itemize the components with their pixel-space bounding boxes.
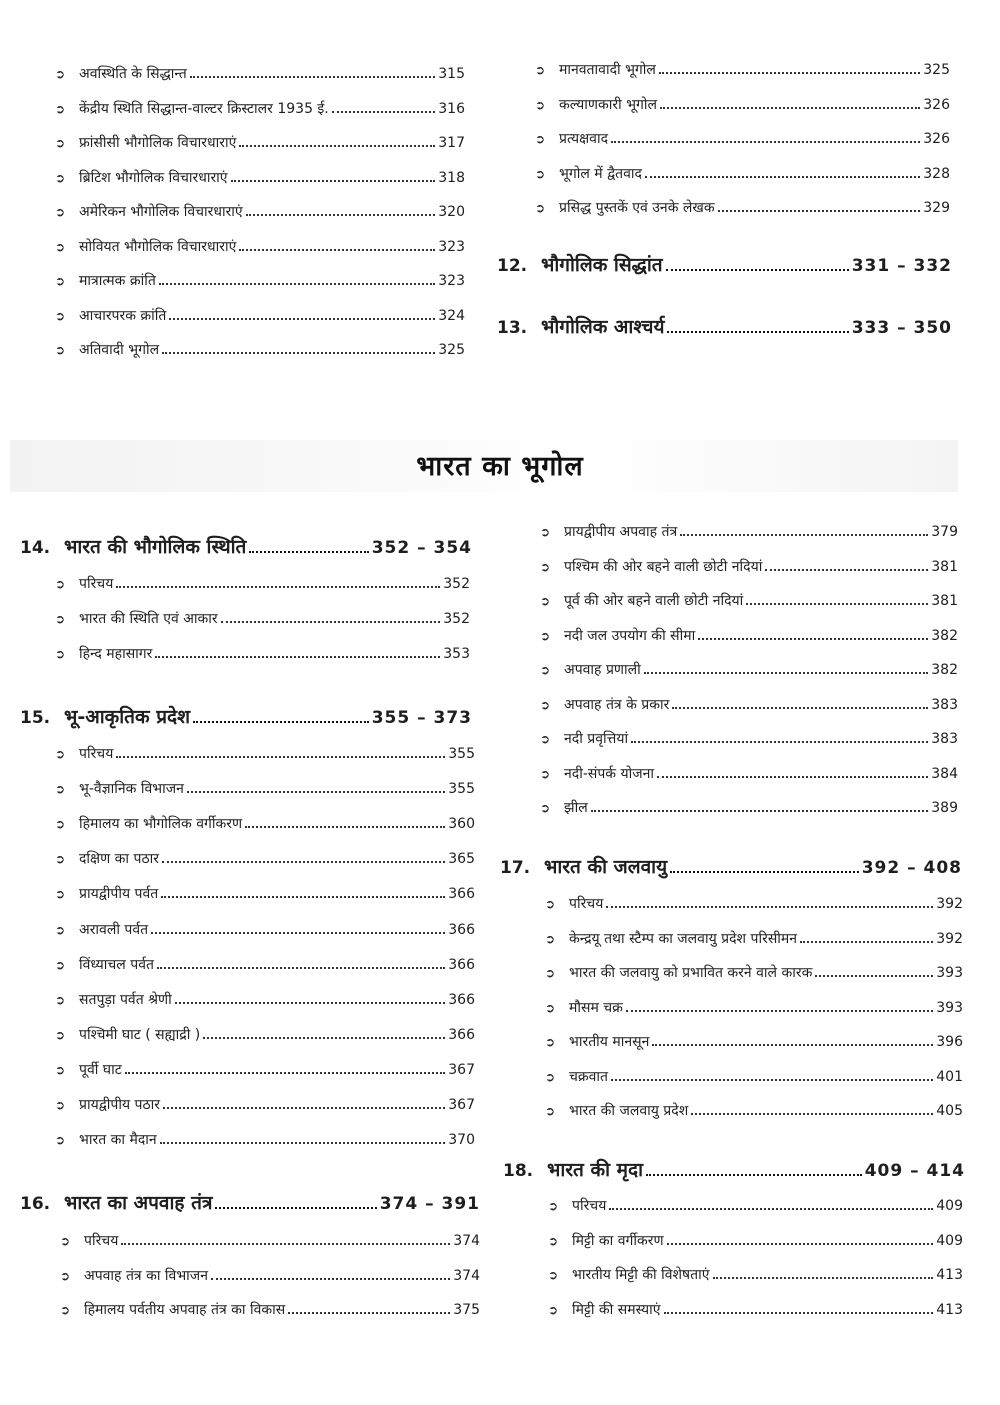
chapter-number: 15.	[20, 708, 51, 728]
dot-leader	[203, 1036, 445, 1039]
arrow-bullet-icon: ➲	[55, 67, 66, 81]
arrow-bullet-icon: ➲	[55, 1062, 66, 1077]
entry-title: भारत की स्थिति एवं आकार	[79, 611, 218, 627]
entry-title: हिमालय पर्वतीय अपवाह तंत्र का विकास	[84, 1302, 286, 1318]
entry-title: मिट्टी की समस्याएं	[572, 1301, 661, 1318]
arrow-bullet-icon: ➲	[540, 559, 551, 574]
toc-entry	[535, 129, 950, 149]
chapter-number: 18.	[503, 1161, 534, 1181]
chapter-title: भारत की जलवायु	[544, 856, 668, 878]
entry-title: परिचय	[572, 1198, 607, 1214]
toc-entry	[55, 744, 475, 764]
arrow-bullet-icon: ➲	[545, 1069, 556, 1084]
dot-leader	[163, 1106, 445, 1109]
chapter-title: भू-आकृतिक प्रदेश	[64, 706, 191, 728]
toc-entry	[55, 99, 465, 119]
toc-entry	[545, 929, 963, 949]
dot-leader	[626, 1009, 933, 1012]
dot-leader	[162, 351, 435, 354]
entry-title: सोवियत भौगोलिक विचारधाराएं	[79, 238, 237, 255]
entry-page: 365	[448, 851, 475, 868]
entry-title: दक्षिण का पठार	[79, 851, 159, 868]
arrow-bullet-icon: ➲	[55, 1133, 66, 1148]
entry-page: 389	[931, 800, 958, 816]
entry-page: 375	[453, 1302, 480, 1318]
toc-entry	[55, 814, 475, 834]
entry-page: 324	[438, 307, 465, 324]
dot-leader	[672, 706, 928, 709]
toc-entry	[55, 644, 470, 664]
entry-title: मात्रात्मक क्रांति	[79, 273, 156, 289]
entry-page: 326	[923, 96, 950, 113]
arrow-bullet-icon: ➲	[55, 612, 66, 626]
dot-leader	[765, 568, 928, 571]
entry-title: विंध्याचल पर्वत	[79, 956, 154, 973]
toc-entry	[540, 660, 958, 680]
dot-leader	[800, 940, 933, 943]
dot-leader	[657, 775, 928, 778]
entry-page: 392	[936, 930, 963, 947]
arrow-bullet-icon: ➲	[60, 1303, 71, 1317]
toc-entry	[55, 609, 470, 629]
toc-entry	[540, 557, 958, 577]
toc-entry	[540, 522, 958, 542]
arrow-bullet-icon: ➲	[55, 817, 66, 832]
entry-page: 366	[448, 991, 475, 1008]
entry-title: प्रसिद्ध पुस्तकें एवं उनके लेखक	[559, 200, 715, 216]
chapter-number: 12.	[497, 256, 528, 276]
dot-leader	[631, 740, 928, 743]
toc-entry	[55, 574, 470, 594]
entry-page: 352	[443, 576, 470, 592]
chapter-heading	[20, 1190, 480, 1217]
dot-leader	[187, 790, 445, 793]
entry-title: भू-वैज्ञानिक विभाजन	[79, 781, 184, 798]
chapter-pages: 374 – 391	[379, 1194, 480, 1214]
entry-page: 360	[448, 816, 475, 833]
entry-page: 329	[923, 200, 950, 216]
entry-page: 323	[438, 273, 465, 289]
arrow-bullet-icon: ➲	[55, 852, 66, 867]
dot-leader	[121, 1242, 450, 1245]
dot-leader	[666, 268, 849, 271]
arrow-bullet-icon: ➲	[55, 577, 66, 591]
entry-page: 382	[931, 627, 958, 644]
entry-title: प्रत्यक्षवाद	[559, 131, 609, 147]
entry-title: अपवाह प्रणाली	[564, 662, 641, 678]
arrow-bullet-icon: ➲	[55, 1098, 66, 1112]
dot-leader	[239, 248, 435, 251]
toc-entry	[540, 764, 958, 784]
arrow-bullet-icon: ➲	[540, 663, 551, 677]
chapter-heading	[497, 252, 952, 279]
arrow-bullet-icon: ➲	[55, 136, 66, 150]
chapter-pages: 352 – 354	[371, 538, 472, 558]
dot-leader	[151, 931, 445, 934]
dot-leader	[611, 1078, 933, 1081]
entry-title: भारत की जलवायु को प्रभावित करने वाले कारक	[569, 965, 813, 981]
toc-entry	[55, 64, 465, 84]
arrow-bullet-icon: ➲	[55, 308, 66, 323]
dot-leader	[215, 1206, 376, 1209]
toc-entry	[55, 1130, 475, 1150]
entry-title: पश्चिम की ओर बहने वाली छोटी नदियां	[564, 558, 763, 575]
toc-entry	[55, 1095, 475, 1115]
dot-leader	[239, 144, 435, 147]
arrow-bullet-icon: ➲	[55, 957, 66, 972]
dot-leader	[718, 209, 921, 212]
toc-entry	[55, 955, 475, 975]
arrow-bullet-icon: ➲	[535, 201, 546, 215]
toc-entry	[545, 1101, 963, 1121]
chapter-pages: 333 – 350	[851, 318, 952, 338]
toc-entry	[535, 95, 950, 115]
entry-title: परिचय	[84, 1233, 119, 1249]
chapter-heading	[20, 534, 472, 561]
entry-page: 374	[453, 1233, 480, 1249]
arrow-bullet-icon: ➲	[540, 628, 551, 643]
entry-title: परिचय	[569, 896, 604, 912]
entry-page: 355	[448, 781, 475, 798]
entry-page: 396	[936, 1034, 963, 1050]
chapter-title: भारत की मृदा	[547, 1159, 643, 1181]
entry-page: 401	[936, 1068, 963, 1085]
chapter-number: 13.	[497, 318, 528, 338]
entry-page: 320	[438, 204, 465, 220]
entry-page: 315	[438, 66, 465, 82]
entry-page: 326	[923, 131, 950, 147]
dot-leader	[660, 106, 920, 109]
entry-title: फ्रांसीसी भौगोलिक विचारधाराएं	[79, 135, 237, 151]
chapter-number: 17.	[500, 858, 531, 878]
chapter-heading	[500, 854, 962, 881]
toc-entry	[548, 1231, 963, 1251]
chapter-title: भारत का अपवाह तंत्र	[64, 1192, 213, 1214]
dot-leader	[667, 330, 848, 333]
arrow-bullet-icon: ➲	[55, 1027, 66, 1042]
arrow-bullet-icon: ➲	[540, 732, 551, 746]
chapter-heading	[497, 314, 952, 341]
entry-title: कल्याणकारी भूगोल	[559, 96, 658, 113]
toc-entry	[535, 198, 950, 218]
entry-page: 381	[931, 558, 958, 575]
dot-leader	[713, 1276, 934, 1279]
arrow-bullet-icon: ➲	[548, 1268, 559, 1282]
dot-leader	[245, 825, 445, 828]
toc-entry	[55, 168, 465, 188]
arrow-bullet-icon: ➲	[548, 1302, 559, 1317]
toc-entry	[55, 340, 465, 360]
toc-entry	[55, 920, 475, 940]
dot-leader	[249, 550, 368, 553]
entry-page: 383	[931, 696, 958, 713]
entry-page: 393	[936, 999, 963, 1016]
entry-title: झील	[564, 800, 588, 816]
arrow-bullet-icon: ➲	[548, 1233, 559, 1248]
toc-entry	[540, 729, 958, 749]
toc-entry	[540, 591, 958, 611]
chapter-heading	[503, 1157, 965, 1184]
entry-title: केंद्रीय स्थिति सिद्धान्त-वाल्टर क्रिस्टालर 1935 ई.	[79, 100, 329, 117]
toc-entry	[55, 202, 465, 222]
arrow-bullet-icon: ➲	[535, 132, 546, 146]
toc-entry	[540, 695, 958, 715]
entry-title: केन्द्रयू तथा स्टैम्प का जलवायु प्रदेश परिसीमन	[569, 930, 798, 947]
entry-title: भारत का मैदान	[79, 1132, 157, 1149]
entry-page: 393	[936, 965, 963, 981]
dot-leader	[162, 860, 445, 863]
arrow-bullet-icon: ➲	[55, 922, 66, 937]
toc-entry	[55, 237, 465, 257]
entry-page: 374	[453, 1267, 480, 1284]
toc-entry	[545, 963, 963, 983]
entry-page: 367	[448, 1061, 475, 1078]
arrow-bullet-icon: ➲	[540, 801, 551, 815]
dot-leader	[815, 974, 933, 977]
toc-entry	[60, 1231, 480, 1251]
entry-title: मौसम चक्र	[569, 999, 623, 1016]
arrow-bullet-icon: ➲	[55, 747, 66, 761]
dot-leader	[659, 71, 920, 74]
dot-leader	[611, 140, 920, 143]
entry-page: 382	[931, 662, 958, 678]
toc-entry	[60, 1300, 480, 1320]
toc-entry	[545, 998, 963, 1018]
arrow-bullet-icon: ➲	[540, 766, 551, 781]
arrow-bullet-icon: ➲	[545, 966, 556, 980]
entry-page: 413	[936, 1301, 963, 1318]
dot-leader	[221, 620, 441, 623]
arrow-bullet-icon: ➲	[55, 782, 66, 797]
arrow-bullet-icon: ➲	[545, 1000, 556, 1015]
entry-title: भारतीय मानसून	[569, 1034, 650, 1050]
toc-entry	[55, 133, 465, 153]
dot-leader	[652, 1043, 933, 1046]
entry-title: परिचय	[79, 576, 114, 592]
dot-leader	[169, 317, 435, 320]
entry-page: 367	[448, 1097, 475, 1113]
entry-title: हिन्द महासागर	[79, 646, 153, 662]
entry-page: 409	[936, 1232, 963, 1249]
entry-title: प्रायद्वीपीय पर्वत	[79, 886, 159, 903]
dot-leader	[246, 213, 436, 216]
entry-title: अवस्थिति के सिद्धान्त	[79, 66, 187, 82]
entry-title: हिमालय का भौगोलिक वर्गीकरण	[79, 816, 243, 833]
arrow-bullet-icon: ➲	[545, 931, 556, 946]
entry-title: प्रायद्वीपीय अपवाह तंत्र	[564, 524, 678, 540]
entry-title: अतिवादी भूगोल	[79, 342, 160, 358]
entry-title: अपवाह तंत्र के प्रकार	[564, 696, 670, 713]
entry-page: 325	[923, 62, 950, 78]
entry-page: 366	[448, 956, 475, 973]
chapter-pages: 409 – 414	[864, 1161, 965, 1181]
arrow-bullet-icon: ➲	[548, 1199, 559, 1213]
arrow-bullet-icon: ➲	[60, 1268, 71, 1283]
entry-page: 413	[936, 1267, 963, 1283]
dot-leader	[211, 1277, 450, 1280]
entry-page: 328	[923, 165, 950, 182]
entry-page: 317	[438, 135, 465, 151]
toc-entry	[548, 1265, 963, 1285]
arrow-bullet-icon: ➲	[55, 647, 66, 661]
arrow-bullet-icon: ➲	[55, 274, 66, 288]
entry-page: 405	[936, 1103, 963, 1119]
entry-page: 366	[448, 886, 475, 903]
entry-title: पूर्व की ओर बहने वाली छोटी नदियां	[564, 593, 744, 609]
entry-page: 316	[438, 100, 465, 117]
entry-title: परिचय	[79, 746, 114, 762]
chapter-title: भौगोलिक आश्चर्य	[541, 316, 665, 338]
toc-entry	[545, 894, 963, 914]
entry-title: मानवतावादी भूगोल	[559, 62, 656, 78]
dot-leader	[231, 179, 436, 182]
entry-title: आचारपरक क्रांति	[79, 307, 167, 324]
chapter-number: 16.	[20, 1194, 51, 1214]
dot-leader	[175, 1001, 445, 1004]
entry-title: भारतीय मिट्टी की विशेषताएं	[572, 1267, 710, 1283]
arrow-bullet-icon: ➲	[55, 887, 66, 902]
toc-entry	[535, 60, 950, 80]
dot-leader	[667, 1242, 934, 1245]
entry-page: 352	[443, 611, 470, 627]
dot-leader	[190, 75, 436, 78]
dot-leader	[609, 1207, 933, 1210]
arrow-bullet-icon: ➲	[55, 170, 66, 185]
entry-title: ब्रिटिश भौगोलिक विचारधाराएं	[79, 169, 228, 186]
entry-page: 384	[931, 765, 958, 782]
dot-leader	[157, 966, 445, 969]
entry-page: 370	[448, 1132, 475, 1149]
dot-leader	[698, 637, 928, 640]
dot-leader	[646, 1173, 862, 1176]
arrow-bullet-icon: ➲	[60, 1234, 71, 1248]
dot-leader	[680, 533, 928, 536]
toc-entry	[55, 1025, 475, 1045]
entry-title: भूगोल में द्वैतवाद	[559, 165, 642, 182]
arrow-bullet-icon: ➲	[535, 63, 546, 77]
toc-entry	[60, 1266, 480, 1286]
dot-leader	[161, 895, 445, 898]
dot-leader	[159, 282, 435, 285]
entry-title: चक्रवात	[569, 1068, 609, 1085]
toc-entry	[55, 990, 475, 1010]
dot-leader	[116, 585, 440, 588]
entry-title: मिट्टी का वर्गीकरण	[572, 1232, 664, 1249]
entry-page: 325	[438, 342, 465, 358]
entry-title: अपवाह तंत्र का विभाजन	[84, 1267, 208, 1284]
dot-leader	[193, 720, 369, 723]
toc-entry	[55, 849, 475, 869]
arrow-bullet-icon: ➲	[545, 897, 556, 911]
toc-entry	[545, 1032, 963, 1052]
section-title: भारत का भूगोल	[416, 451, 584, 482]
entry-title: सतपुड़ा पर्वत श्रेणी	[79, 991, 172, 1008]
dot-leader	[591, 809, 929, 812]
arrow-bullet-icon: ➲	[55, 239, 66, 254]
dot-leader	[746, 602, 928, 605]
arrow-bullet-icon: ➲	[540, 525, 551, 539]
chapter-number: 14.	[20, 538, 51, 558]
entry-page: 383	[931, 731, 958, 747]
chapter-pages: 331 – 332	[851, 256, 952, 276]
entry-title: पूर्वी घाट	[79, 1061, 122, 1078]
entry-page: 366	[448, 921, 475, 938]
entry-title: नदी-संपर्क योजना	[564, 765, 655, 782]
entry-title: अरावली पर्वत	[79, 921, 149, 938]
chapter-title: भारत की भौगोलिक स्थिति	[64, 536, 247, 558]
entry-title: नदी प्रवृत्तियां	[564, 731, 629, 747]
chapter-pages: 392 – 408	[861, 858, 962, 878]
dot-leader	[155, 655, 440, 658]
toc-entry	[535, 164, 950, 184]
arrow-bullet-icon: ➲	[55, 101, 66, 116]
entry-page: 366	[448, 1026, 475, 1043]
entry-page: 355	[448, 746, 475, 762]
toc-entry	[545, 1067, 963, 1087]
arrow-bullet-icon: ➲	[540, 697, 551, 712]
dot-leader	[288, 1311, 450, 1314]
entry-title: अमेरिकन भौगोलिक विचारधाराएं	[79, 204, 243, 220]
toc-entry	[548, 1196, 963, 1216]
dot-leader	[664, 1311, 934, 1314]
dot-leader	[116, 755, 445, 758]
entry-page: 381	[931, 593, 958, 609]
dot-leader	[670, 870, 859, 873]
entry-page: 318	[438, 169, 465, 186]
arrow-bullet-icon: ➲	[535, 97, 546, 112]
dot-leader	[644, 671, 928, 674]
chapter-heading	[20, 704, 472, 731]
entry-title: पश्चिमी घाट ( सह्याद्री )	[79, 1026, 201, 1043]
toc-entry	[540, 626, 958, 646]
dot-leader	[606, 905, 933, 908]
entry-title: नदी जल उपयोग की सीमा	[564, 627, 696, 644]
entry-page: 409	[936, 1198, 963, 1214]
dot-leader	[125, 1071, 445, 1074]
arrow-bullet-icon: ➲	[55, 992, 66, 1007]
entry-title: भारत की जलवायु प्रदेश	[569, 1103, 689, 1119]
entry-page: 323	[438, 238, 465, 255]
arrow-bullet-icon: ➲	[55, 343, 66, 357]
arrow-bullet-icon: ➲	[55, 205, 66, 219]
toc-entry	[55, 779, 475, 799]
dot-leader	[160, 1141, 446, 1144]
toc-entry	[540, 798, 958, 818]
dot-leader	[332, 110, 436, 113]
toc-entry	[55, 1060, 475, 1080]
entry-page: 379	[931, 524, 958, 540]
arrow-bullet-icon: ➲	[545, 1104, 556, 1118]
toc-entry	[548, 1300, 963, 1320]
dot-leader	[691, 1112, 933, 1115]
entry-page: 392	[936, 896, 963, 912]
chapter-title: भौगोलिक सिद्धांत	[541, 254, 663, 276]
arrow-bullet-icon: ➲	[540, 594, 551, 608]
entry-page: 353	[443, 646, 470, 662]
arrow-bullet-icon: ➲	[535, 166, 546, 181]
chapter-pages: 355 – 373	[371, 708, 472, 728]
toc-entry	[55, 884, 475, 904]
toc-entry	[55, 306, 465, 326]
arrow-bullet-icon: ➲	[545, 1035, 556, 1049]
dot-leader	[645, 175, 920, 178]
entry-title: प्रायद्वीपीय पठार	[79, 1097, 160, 1113]
toc-entry	[55, 271, 465, 291]
